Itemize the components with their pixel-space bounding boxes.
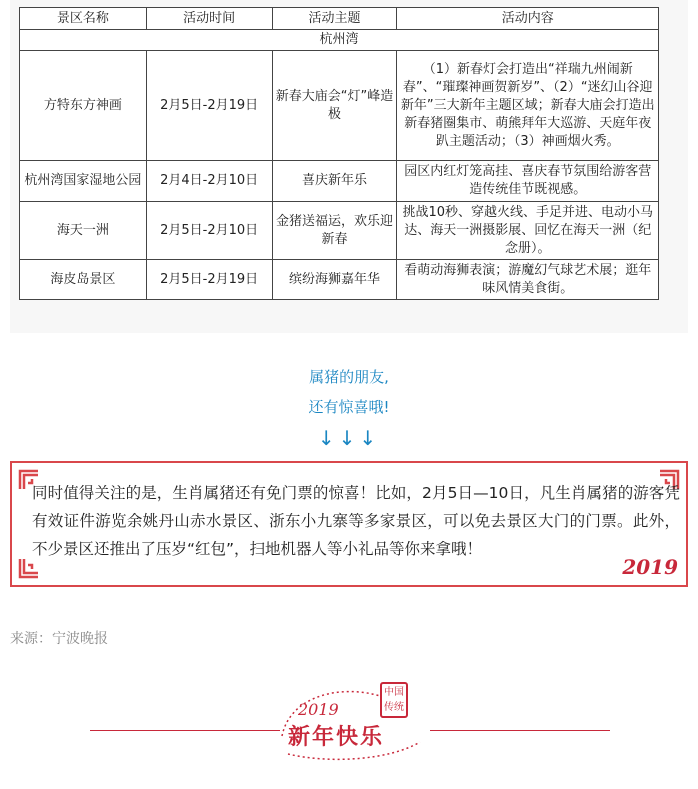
cell-content: 挑战10秒、穿越火线、手足并进、电动小马达、海天一洲摄影展、回忆在海天一洲（纪念册）。	[397, 202, 659, 260]
cell-theme: 缤纷海狮嘉年华	[272, 260, 397, 300]
cell-name: 杭州湾国家湿地公园	[20, 161, 147, 202]
header-activity-theme: 活动主题	[272, 8, 397, 30]
badge-year: 2019	[298, 700, 339, 719]
source-credit: 来源：宁波晚报	[10, 631, 108, 647]
cell-content: 看萌动海狮表演；游魔幻气球艺术展；逛年味风情美食街。	[397, 260, 659, 300]
year-mark: 2019	[622, 555, 678, 579]
cell-time: 2月4日-2月10日	[146, 161, 272, 202]
note-line-1: 属猪的朋友,	[309, 368, 389, 386]
cell-time: 2月5日-2月10日	[146, 202, 272, 260]
notice-text: 同时值得关注的是，生肖属猪还有免门票的惊喜！比如，2月5日—10日，凡生肖属猪的游客凭有效证件游览余姚丹山赤水景区、浙东小九寨等多家景区，可以免去景区大门的门票。此外，不少景区还推出了压岁“红包”，扫地机器人等小礼品等你来拿哦！	[32, 484, 680, 558]
cell-theme: 喜庆新年乐	[272, 161, 397, 202]
cell-content: （1）新春灯会打造出“祥瑞九州闹新春”、“璀璨神画贺新岁”、（2）“迷幻山谷迎新年”三大新年主题区域；新春大庙会打造出新春猪圈集市、萌熊拜年大巡游、天庭年夜趴主题活动；（3）神画烟火秀。	[397, 51, 659, 161]
cell-name: 海天一洲	[20, 202, 147, 260]
notice-box	[10, 461, 688, 587]
header-scenic-name: 景区名称	[20, 8, 147, 30]
table-header-row	[20, 8, 659, 30]
cell-theme: 金猪送福运，欢乐迎新春	[272, 202, 397, 260]
cell-time: 2月5日-2月19日	[146, 260, 272, 300]
cell-name: 方特东方神画	[20, 51, 147, 161]
note-line-2: 还有惊喜哦!	[308, 398, 390, 416]
badge-title: 新年快乐	[288, 724, 385, 750]
table-row	[20, 260, 659, 300]
footer-divider-left	[90, 730, 280, 731]
badge-seal: 中国传统	[380, 682, 408, 718]
cell-name: 海皮岛景区	[20, 260, 147, 300]
table-row	[20, 161, 659, 202]
footer-divider-right	[430, 730, 610, 731]
cell-time: 2月5日-2月19日	[146, 51, 272, 161]
group-label: 杭州湾	[20, 30, 659, 51]
table-row	[20, 202, 659, 260]
header-activity-time: 活动时间	[146, 8, 272, 30]
new-year-badge	[270, 676, 440, 766]
table-group-row	[20, 30, 659, 51]
down-arrows-icon: ↓↓↓	[317, 426, 381, 450]
header-activity-content: 活动内容	[397, 8, 659, 30]
activity-table-panel	[10, 0, 688, 333]
table-row	[20, 51, 659, 161]
cell-theme: 新春大庙会“灯”峰造极	[272, 51, 397, 161]
cell-content: 园区内红灯笼高挂、喜庆春节氛围给游客营造传统佳节既视感。	[397, 161, 659, 202]
activity-table	[19, 7, 659, 300]
